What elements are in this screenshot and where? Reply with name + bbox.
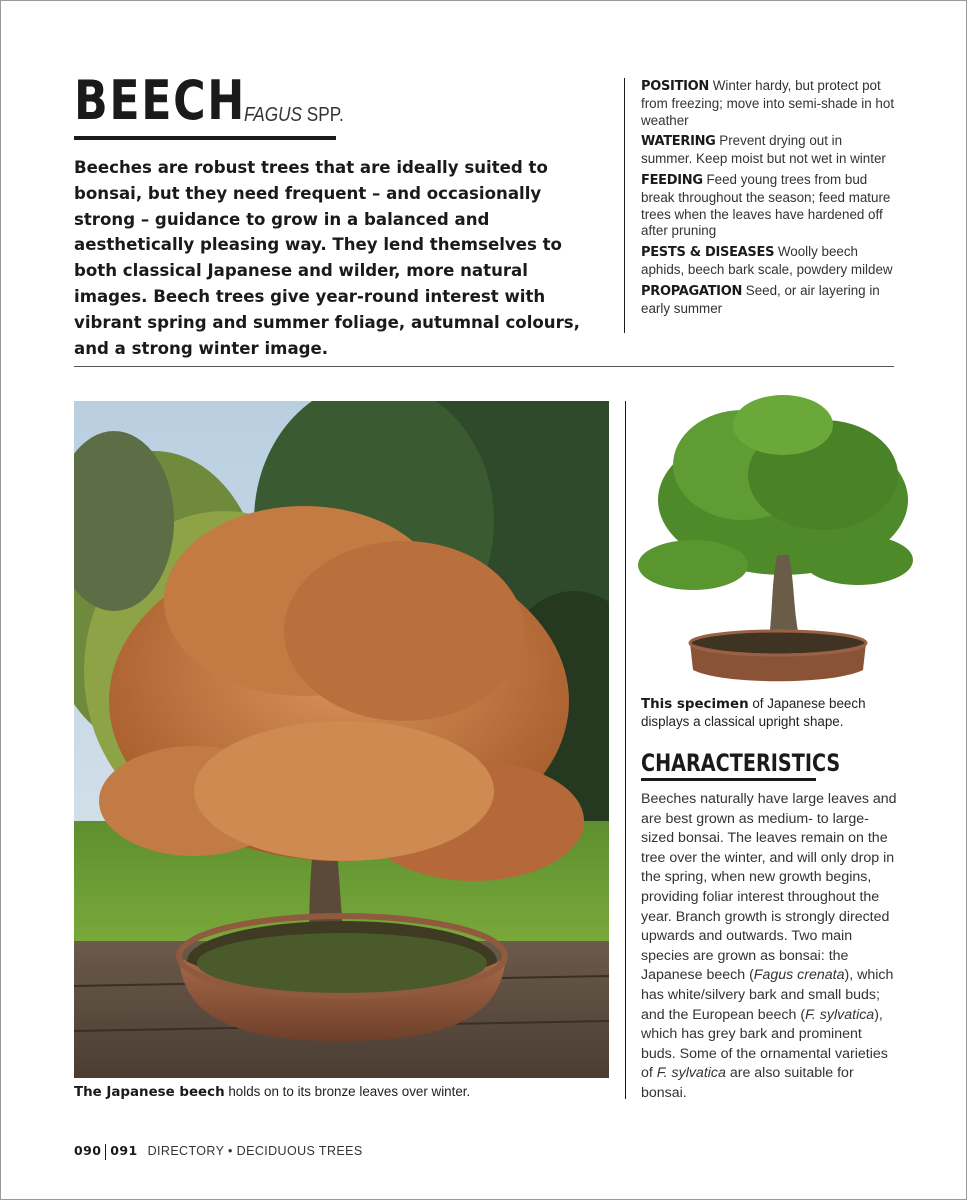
- info-text: Prevent drying out in summer. Keep moist but not wet in winter: [641, 133, 886, 167]
- upright-beech-photo: [633, 395, 918, 690]
- char-text-2: ), which has white/silvery bark and small buds; and the European beech (: [641, 967, 894, 1023]
- characteristics-heading-block: [641, 748, 841, 781]
- characteristics-heading: CHARACTERISTICS: [641, 749, 841, 777]
- info-watering: [641, 133, 897, 168]
- intro-paragraph: Beeches are robust trees that are ideally suited to bonsai, but they need frequent – and occasionally strong – guidance to grow in a balanced and aesthetically pleasing way. They lend themselves to both classical Japanese and wilder, more natural images. Beech trees give year-round interest with vibrant spring and summer foliage, autumnal colours, and a strong winter image.: [74, 158, 580, 358]
- char-text-3: ), which has grey bark and prominent buds. Some of the ornamental varieties of: [641, 1006, 888, 1082]
- info-label: PROPAGATION: [641, 283, 743, 299]
- care-info-list: [641, 78, 897, 321]
- info-propagation: [641, 283, 897, 318]
- info-text: Seed, or air layering in early summer: [641, 282, 880, 316]
- info-label: PESTS & DISEASES: [641, 245, 775, 261]
- char-italic-3: F. sylvatica: [656, 1065, 726, 1082]
- char-text-4: are also suitable for bonsai.: [641, 1065, 854, 1101]
- latin-genus: FAGUS: [244, 104, 302, 126]
- caption-text: of Japanese beech displays a classical upright shape.: [641, 696, 866, 729]
- page-number-separator: [105, 1144, 106, 1160]
- info-divider: [624, 78, 625, 333]
- char-italic-2: F. sylvatica: [805, 1006, 875, 1023]
- japanese-beech-photo: [74, 401, 609, 1078]
- caption-bold: The Japanese beech: [74, 1085, 225, 1100]
- char-italic-1: Fagus crenata: [753, 967, 845, 984]
- info-pests: [641, 244, 897, 279]
- section-label: DIRECTORY • DECIDUOUS TREES: [147, 1144, 363, 1158]
- page-footer: [74, 1143, 363, 1160]
- column-divider: [625, 401, 626, 1099]
- info-label: WATERING: [641, 134, 716, 150]
- side-photo-caption: [641, 695, 911, 730]
- info-label: FEEDING: [641, 172, 703, 188]
- page-number-left: 090: [74, 1143, 102, 1158]
- info-label: POSITION: [641, 79, 710, 94]
- info-text: Winter hardy, but protect pot from freezing; move into semi-shade in hot weather: [641, 78, 895, 128]
- info-position: [641, 78, 897, 129]
- latin-suffix: SPP.: [301, 104, 344, 126]
- latin-name: [244, 104, 344, 127]
- characteristics-body: [641, 790, 899, 1104]
- page-title: BEECH: [74, 69, 247, 132]
- caption-text: holds on to its bronze leaves over winter.: [224, 1084, 471, 1099]
- caption-bold: This specimen: [641, 697, 749, 712]
- info-feeding: [641, 172, 897, 240]
- title-block: [74, 69, 344, 140]
- main-photo-caption: [74, 1084, 614, 1100]
- info-text: Woolly beech aphids, beech bark scale, powdery mildew: [641, 244, 893, 277]
- info-text: Feed young trees from bud break throughout the season; feed mature trees when the leaves have hardened off after pruning: [641, 171, 891, 239]
- char-text-1: Beeches naturally have large leaves and are best grown as medium- to large-sized bonsai. The leaves remain on the tree over the winter, and will only drop in the spring, when new growth begins, providing foliar interest throughout the year. Branch growth is strongly directed upwards and outwards. Two main species are grown as bonsai: the Japanese beech (: [641, 791, 897, 984]
- section-divider: [74, 366, 894, 367]
- page-number-right: 091: [110, 1143, 138, 1158]
